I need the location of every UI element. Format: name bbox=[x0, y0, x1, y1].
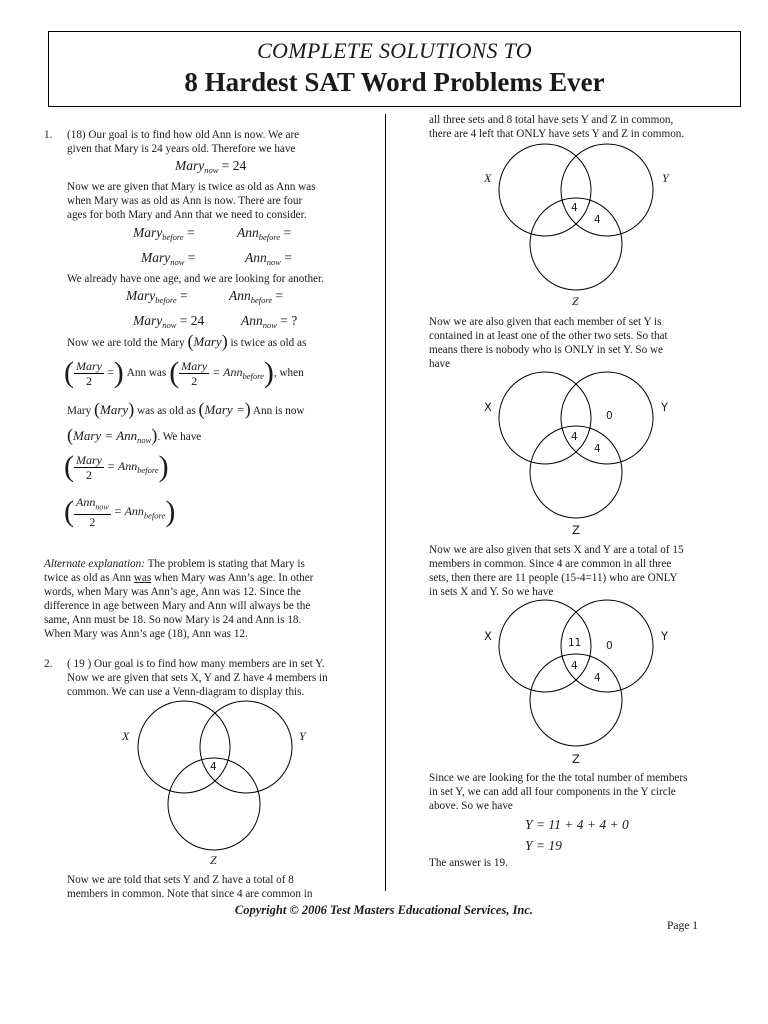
paragraph-line: ages for both Mary and Ann that we need to consider. bbox=[67, 209, 307, 221]
equation-ann-before: Ann$_{before}$ = bbox=[229, 288, 284, 305]
paragraph-line: Now we are also given that each member of set Y is bbox=[429, 316, 662, 328]
venn-yz-value: 4 bbox=[594, 214, 601, 226]
problem-1-line: (18) Our goal is to find how old Ann is now. We are bbox=[67, 129, 300, 141]
problem-2-line: ( 19 ) Our goal is to find how many members are in set Y. bbox=[67, 658, 325, 670]
equation-mary-now: Mary$_{now}$ = 24 bbox=[133, 313, 205, 330]
venn-label-x: X bbox=[484, 629, 492, 643]
alternate-explanation-line: difference in age between Mary and Ann will always be the bbox=[44, 600, 311, 612]
equation-mary-before: Mary$_{before}$ = bbox=[133, 225, 195, 242]
paragraph-line: contained in at least one of the other two sets. So that bbox=[429, 330, 668, 342]
paragraph-line: in set Y, we can add all four components in the Y circle bbox=[429, 786, 676, 798]
paragraph-line: Now we are also given that sets X and Y are a total of 15 bbox=[429, 544, 684, 556]
problem-1-line: given that Mary is 24 years old. Therefore we have bbox=[67, 143, 296, 155]
paragraph-line: sets, then there are 11 people (15-4=11) who are ONLY bbox=[429, 572, 678, 584]
paragraph-line: Now we are told the Mary (Mary) is twice as old as bbox=[67, 331, 307, 351]
right-column bbox=[385, 0, 768, 1024]
problem-1-number: 1. bbox=[44, 129, 53, 141]
alternate-explanation-line: When Mary was Ann’s age (18), Ann was 12. bbox=[44, 628, 248, 640]
equation-fraction: ( $\frac{\text{Mary}}{2}$ = Ann$_{before}$) bbox=[64, 450, 169, 483]
copyright-footer: Copyright © 2006 Test Masters Educational Services, Inc. bbox=[234, 903, 534, 917]
venn-circle-y bbox=[561, 144, 653, 236]
answer-line: The answer is 19. bbox=[429, 857, 508, 869]
venn-circle-y bbox=[200, 701, 292, 793]
venn-circle-x bbox=[138, 701, 230, 793]
alternate-explanation-line: same, Ann must be 18. So now Mary is 24 and Ann is 18. bbox=[44, 614, 302, 626]
fraction-line: ( $\frac{\text{Mary}}{2}$ =) Ann was ( $\frac{\text{Mary}}{2}$ = Ann$_{before}$), when bbox=[64, 356, 304, 389]
equation-ann-now: Ann$_{now}$ = ? bbox=[241, 313, 298, 330]
paragraph-line: members in common. Since 4 are common in all three bbox=[429, 558, 672, 570]
paragraph-line: when Mary was as old as Ann is now. There are four bbox=[67, 195, 303, 207]
paragraph-line: have bbox=[429, 358, 451, 370]
venn-circle-x bbox=[499, 144, 591, 236]
venn-label-z: Z bbox=[572, 523, 580, 537]
venn-center-value: 4 bbox=[571, 660, 578, 672]
title-subheading: COMPLETE SOLUTIONS TO bbox=[257, 38, 532, 63]
paragraph-line: all three sets and 8 total have sets Y and Z in common, bbox=[429, 114, 674, 126]
venn-label-z: Z bbox=[210, 853, 217, 867]
venn-label-z: Z bbox=[572, 752, 580, 766]
equation-y-sum: Y = 11 + 4 + 4 + 0 bbox=[525, 817, 629, 832]
paragraph-line: above. So we have bbox=[429, 800, 513, 812]
venn-circle-x bbox=[499, 372, 591, 464]
paragraph-line: means there is nobody who is ONLY in set Y. So we bbox=[429, 344, 663, 356]
page-number: Page 1 bbox=[667, 920, 698, 932]
paragraph-line: Since we are looking for the the total number of members bbox=[429, 772, 688, 784]
venn-xy-value: 11 bbox=[568, 637, 582, 649]
equation-mary-now: Mary$_{now}$ = bbox=[141, 250, 196, 267]
venn-yz-value: 4 bbox=[594, 672, 601, 684]
paragraph-line: members in common. Note that since 4 are common in bbox=[67, 888, 313, 900]
problem-2-line: common. We can use a Venn-diagram to display this. bbox=[67, 686, 305, 698]
paragraph-line: in sets X and Y. So we have bbox=[429, 586, 554, 598]
venn-label-y: Y bbox=[661, 629, 669, 643]
alternate-explanation-line: Alternate explanation: The problem is stating that Mary is bbox=[44, 558, 305, 570]
page-title: 8 Hardest SAT Word Problems Ever bbox=[184, 67, 605, 97]
equation-ann-now: Ann$_{now}$ = bbox=[245, 250, 292, 267]
equation-fraction: ( $\frac{Ann_{now}}{2}$ = Ann$_{before}$) bbox=[64, 495, 176, 530]
paragraph-line: Now we are told that sets Y and Z have a total of 8 bbox=[67, 874, 294, 886]
paragraph-line: Now we are given that Mary is twice as old as Ann was bbox=[67, 181, 316, 193]
venn-yz-value: 4 bbox=[594, 443, 601, 455]
paragraph-line: there are 4 left that ONLY have sets Y and Z in common. bbox=[429, 128, 685, 140]
venn-label-y: Y bbox=[661, 400, 669, 414]
venn-label-z: Z bbox=[572, 294, 579, 308]
venn-label-x: X bbox=[484, 400, 492, 414]
problem-2-line: Now we are given that sets X, Y and Z have 4 members in bbox=[67, 672, 328, 684]
equation-mary-now: Mary$_{now}$ = 24 bbox=[175, 158, 247, 175]
paragraph-line: Mary (Mary) was as old as (Mary =) Ann is now bbox=[67, 399, 305, 419]
venn-center-value: 4 bbox=[571, 431, 578, 443]
equation-mary-before: Mary$_{before}$ = bbox=[126, 288, 188, 305]
equation-ann-before: Ann$_{before}$ = bbox=[237, 225, 292, 242]
venn-label-y: Y bbox=[299, 729, 306, 743]
paragraph-line: We already have one age, and we are looking for another. bbox=[67, 273, 324, 285]
paragraph-line: (Mary = Ann$_{now}$). We have bbox=[67, 425, 202, 446]
venn-y-only-value: 0 bbox=[606, 410, 613, 422]
problem-2-number: 2. bbox=[44, 658, 53, 670]
venn-label-y: Y bbox=[662, 171, 669, 185]
venn-label-x: X bbox=[122, 729, 130, 743]
equation-y-result: Y = 19 bbox=[525, 838, 562, 853]
alternate-explanation-line: words, when Mary was Ann’s age, Ann was 12. Since the bbox=[44, 586, 301, 598]
venn-y-only-value: 0 bbox=[606, 640, 613, 652]
alternate-explanation-line: twice as old as Ann was when Mary was Ann’s age. In other bbox=[44, 572, 314, 584]
venn-center-value: 4 bbox=[210, 761, 217, 773]
venn-center-value: 4 bbox=[571, 202, 578, 214]
venn-label-x: X bbox=[484, 171, 492, 185]
